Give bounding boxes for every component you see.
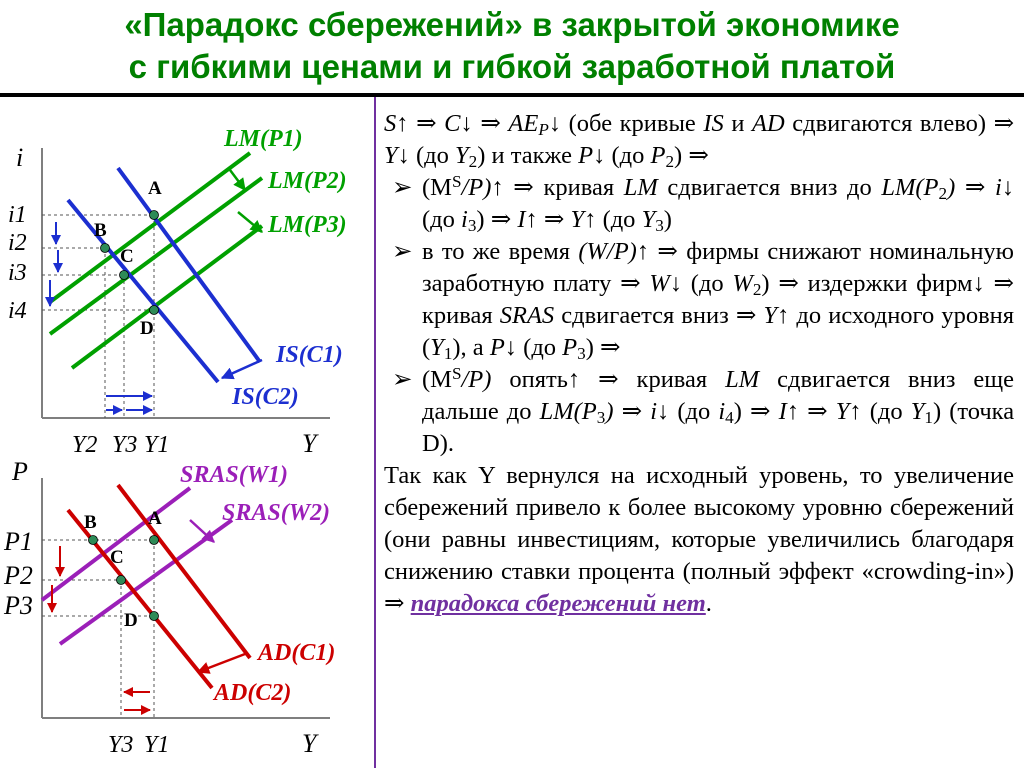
- adas-point-d-label: D: [124, 610, 138, 631]
- is-c2-label: IS(C2): [232, 384, 299, 410]
- p1-tick-label: P1: [4, 527, 33, 556]
- islm-point-c: [120, 271, 129, 280]
- is-c1-label: IS(C1): [276, 342, 343, 368]
- bullet-icon: ➢: [392, 174, 413, 201]
- islm-point-c-label: C: [120, 246, 134, 267]
- title-line-1: «Парадокс сбережений» в закрытой экономике: [124, 6, 900, 43]
- ad-c2-label: AD(C2): [214, 680, 292, 706]
- is-shift-arrow: [222, 360, 262, 378]
- sras-w1-curve: [42, 488, 190, 600]
- column-divider: [374, 97, 376, 768]
- conclusion-highlight: парадокса сбережений нет: [410, 590, 706, 617]
- adas-point-b-label: B: [84, 512, 97, 533]
- i2-tick-label: i2: [8, 230, 27, 256]
- islm-point-b: [101, 244, 110, 253]
- adas-point-c: [117, 576, 126, 585]
- islm-point-a: [150, 211, 159, 220]
- adas-point-b: [89, 536, 98, 545]
- explanation-text: [384, 108, 1014, 620]
- bullet-2: ➢ в то же время (W/P)↑ ⇒ фирмы снижают номинальную заработную плату ⇒ W↓ (до $W_2$) ⇒ издержки фирм↓ ⇒ кривая SRAS сдвигается вниз ⇒ Y↑ до исходного уровня $(Y_1)$, а P↓ (до $P_3$) ⇒: [392, 238, 1015, 363]
- islm-point-d: [150, 306, 159, 315]
- adas-point-d: [150, 612, 159, 621]
- bullet-3: ➢ $(M^S/P)$ опять↑ ⇒ кривая LM сдвигается вниз еще дальше до $LM(P_3)$ ⇒ i↓ (до $i_4$) ⇒ I↑ ⇒ Y↑ (до $Y_1$) (точка D).: [392, 364, 1015, 457]
- ad-shift-arrow: [198, 654, 245, 672]
- sras-w2-label: SRAS(W2): [222, 500, 331, 526]
- i3-tick-label: i3: [8, 260, 27, 286]
- bullet-icon: ➢: [392, 238, 413, 265]
- paragraph-intro: S↑ ⇒ C↓ ⇒ $AE_P↓$ (обе кривые IS и AD сдвигаются влево) ⇒ Y↓ (до $Y_2$) и также P↓ (до $P_2$) ⇒: [384, 110, 1015, 171]
- slide-title: [0, 0, 1024, 95]
- sras-w2-curve: [60, 520, 232, 644]
- y3-tick-label: Y3: [112, 432, 138, 458]
- adas-point-a-label: A: [148, 508, 162, 529]
- i1-tick-label: i1: [8, 202, 27, 228]
- bullet-icon: ➢: [392, 366, 413, 393]
- y1-bottom-tick-label: Y1: [144, 732, 170, 758]
- lm-p3-label: LM(P3): [268, 212, 347, 238]
- diagram-panel: [0, 97, 374, 768]
- lm-p2-label: LM(P2): [268, 168, 347, 194]
- y1-tick-label: Y1: [144, 432, 170, 458]
- lm-shift-arrow-2: [238, 212, 262, 232]
- sras-w1-label: SRAS(W1): [180, 462, 289, 488]
- lm-p1-curve: [50, 153, 250, 302]
- y3-bottom-tick-label: Y3: [108, 732, 134, 758]
- p2-tick-label: P2: [4, 561, 33, 590]
- sras-shift-arrow: [190, 520, 214, 542]
- lm-p1-label: LM(P1): [224, 126, 303, 152]
- i4-tick-label: i4: [8, 298, 27, 324]
- adas-x-axis-label: Y: [302, 729, 317, 758]
- islm-y-axis-label: i: [16, 143, 24, 172]
- title-line-2: с гибкими ценами и гибкой заработной платой: [128, 48, 896, 85]
- adas-graph: [3, 457, 335, 758]
- islm-point-d-label: D: [140, 318, 154, 339]
- islm-graph: [8, 126, 347, 458]
- islm-point-b-label: B: [94, 220, 107, 241]
- islm-x-axis-label: Y: [302, 429, 317, 458]
- bullet-1: ➢ $(M^S/P)↑$ ⇒ кривая LM сдвигается вниз до $LM(P_2)$ ⇒ i↓ (до $i_3$) ⇒ I↑ ⇒ Y↑ (до $Y_3$): [392, 172, 1015, 235]
- adas-point-c-label: C: [110, 547, 124, 568]
- paragraph-conclusion: Так как Y вернулся на исходный уровень, то увеличение сбережений привело к более высокому уровню сбережений (они равны инвестициям, которые увеличились благодаря снижению ставки процента (полный эффект «crowding-in») ⇒ парадокса сбережений нет.: [384, 462, 1014, 617]
- adas-point-a: [150, 536, 159, 545]
- islm-point-a-label: A: [148, 178, 162, 199]
- lm-shift-arrow-1: [230, 170, 245, 190]
- ad-c1-label: AD(C1): [258, 640, 336, 666]
- adas-y-axis-label: P: [12, 457, 28, 486]
- y2-tick-label: Y2: [72, 432, 98, 458]
- p3-tick-label: P3: [4, 591, 33, 620]
